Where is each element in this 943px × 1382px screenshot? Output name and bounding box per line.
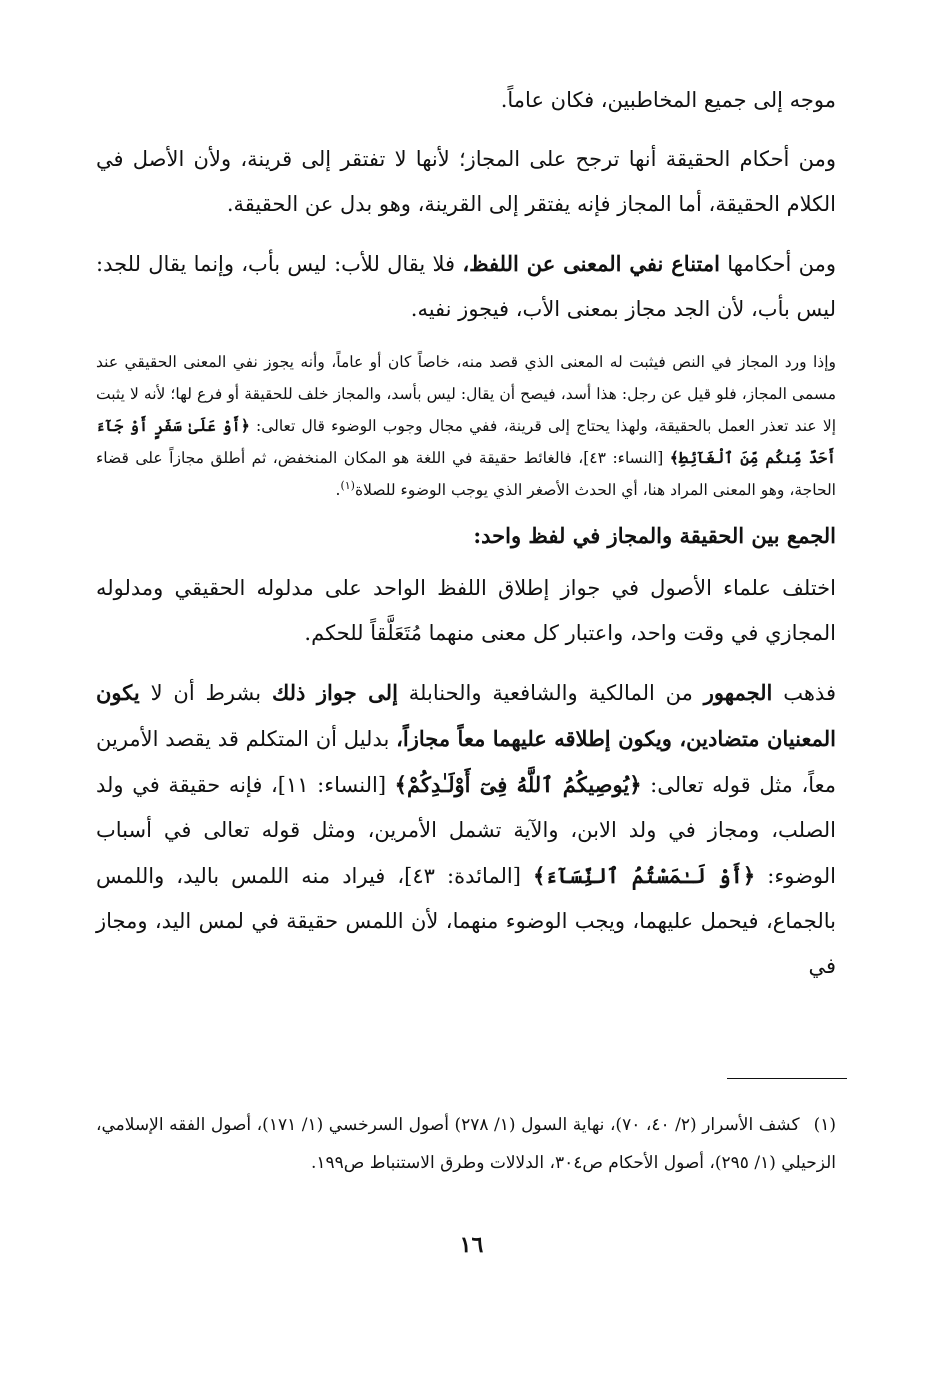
paragraph-5-bold-jawaz: إلى جواز ذلك bbox=[271, 680, 398, 705]
paragraph-2 bbox=[96, 137, 836, 227]
paragraph-4-text: اختلف علماء الأصول في جواز إطلاق اللفظ الواحد على مدلوله الحقيقي ومدلوله المجازي في وقت واحد، واعتبار كل معنى منهما مُتَعَلَّقاً للحكم. bbox=[96, 576, 836, 645]
footnote bbox=[96, 1106, 836, 1182]
quran-verse-maida: ﴿أَوْ لَـٰمَسْتُمُ ٱلنِّسَآءَ﴾ bbox=[532, 863, 756, 888]
paragraph-5-bold-jumhur: الجمهور bbox=[703, 680, 773, 705]
paragraph-5-text-f: [المائدة: ٤٣]، فيراد منه اللمس باليد، واللمس بالجماع، فيحمل عليهما، ويجب الوضوء منهما، لأن اللمس حقيقة في لمس اليد، ومجاز في bbox=[96, 864, 836, 978]
paragraph-3 bbox=[96, 241, 836, 332]
footnote-reference: (١) bbox=[340, 478, 355, 492]
paragraph-5-text-b: من المالكية والشافعية والحنابلة bbox=[397, 681, 704, 705]
paragraph-5-text-c: بشرط أن لا bbox=[139, 681, 272, 705]
page-number: ١٦ bbox=[459, 1232, 484, 1258]
paragraph-3-text-a: ومن أحكامها bbox=[719, 252, 837, 276]
footnote-number: (١) bbox=[813, 1115, 836, 1135]
paragraph-5-bold-condition: يكون المعنيان متضادين، ويكون إطلاقه عليهما معاً مجازاً، bbox=[96, 680, 836, 751]
page-body bbox=[96, 78, 836, 1003]
note-text-b: [النساء: ٤٣]، فالغائط حقيقة في اللغة هو المكان المنخفض، ثم أطلق مجازاً على قضاء الحاجة، وهو المعنى المراد هنا، أي الحدث الأصغر الذي يوجب الوضوء للصلاة bbox=[96, 449, 836, 499]
quran-verse-nisa-11: ﴿يُوصِيكُمُ ٱللَّهُ فِىٓ أَوْلَـٰدِكُمْ﴾ bbox=[394, 772, 642, 797]
paragraph-5 bbox=[96, 670, 836, 989]
section-heading: الجمع بين الحقيقة والمجاز في لفظ واحد: bbox=[473, 523, 836, 548]
paragraph-3-bold: امتناع نفي المعنى عن اللفظ، bbox=[462, 251, 720, 276]
paragraph-3-text-b: فلا يقال للأب: ليس بأب، وإنما يقال للجد: ليس بأب، لأن الجد مجاز بمعنى الأب، فيجوز نفيه. bbox=[96, 252, 836, 321]
note-paragraph bbox=[96, 346, 836, 506]
paragraph-4 bbox=[96, 566, 836, 656]
paragraph-2-text: ومن أحكام الحقيقة أنها ترجح على المجاز؛ لأنها لا تفتقر إلى قرينة، ولأن الأصل في الكلام الحقيقة، أما المجاز فإنه يفتقر إلى القرينة، وهو بدل عن الحقيقة. bbox=[96, 147, 836, 216]
footnote-divider bbox=[727, 1078, 847, 1079]
quran-verse-nisa-43: ﴿أَوْ عَلَىٰ سَفَرٍ أَوْ جَآءَ أَحَدٌ مِّنكُم مِّنَ ٱلْغَآئِطِ﴾ bbox=[96, 416, 836, 467]
note-text-a: وإذا ورد المجاز في النص فيثبت له المعنى الذي قصد منه، خاصاً كان أو عاماً، وأنه يجوز نفي المعنى الحقيقي عند مسمى المجاز، فلو قيل عن رجل: هذا أسد، فيصح أن يقال: ليس بأسد، والمجاز خلف للحقيقة أو فرع لها؛ لأنه لا يثبت إلا عند تعذر العمل بالحقيقة، ولهذا يحتاج إلى قرينة، ففي مجال وجوب الوضوء قال تعالى: bbox=[96, 353, 836, 435]
paragraph-1-text: موجه إلى جميع المخاطبين، فكان عاماً. bbox=[500, 88, 836, 112]
paragraph-5-text-a: فذهب bbox=[772, 681, 836, 705]
paragraph-5-text-d: بدليل أن المتكلم قد يقصد الأمرين معاً، مثل قوله تعالى: bbox=[96, 727, 836, 797]
paragraph-5-text-e: [النساء: ١١]، فإنه حقيقة في ولد الصلب، ومجاز في ولد الابن، والآية تشمل الأمرين، ومثل قوله تعالى في أسباب الوضوء: bbox=[96, 773, 837, 888]
footnote-text: كشف الأسرار (٢/ ٤٠، ٧٠)، نهاية السول (١/ ٢٧٨) أصول السرخسي (١/ ١٧١)، أصول الفقه الإسلامي، الزحيلي (١/ ٢٩٥)، أصول الأحكام ص٣٠٤، الدلالات وطرق الاستنباط ص١٩٩. bbox=[96, 1115, 836, 1173]
paragraph-1 bbox=[96, 78, 836, 123]
note-text-end: . bbox=[335, 481, 341, 499]
